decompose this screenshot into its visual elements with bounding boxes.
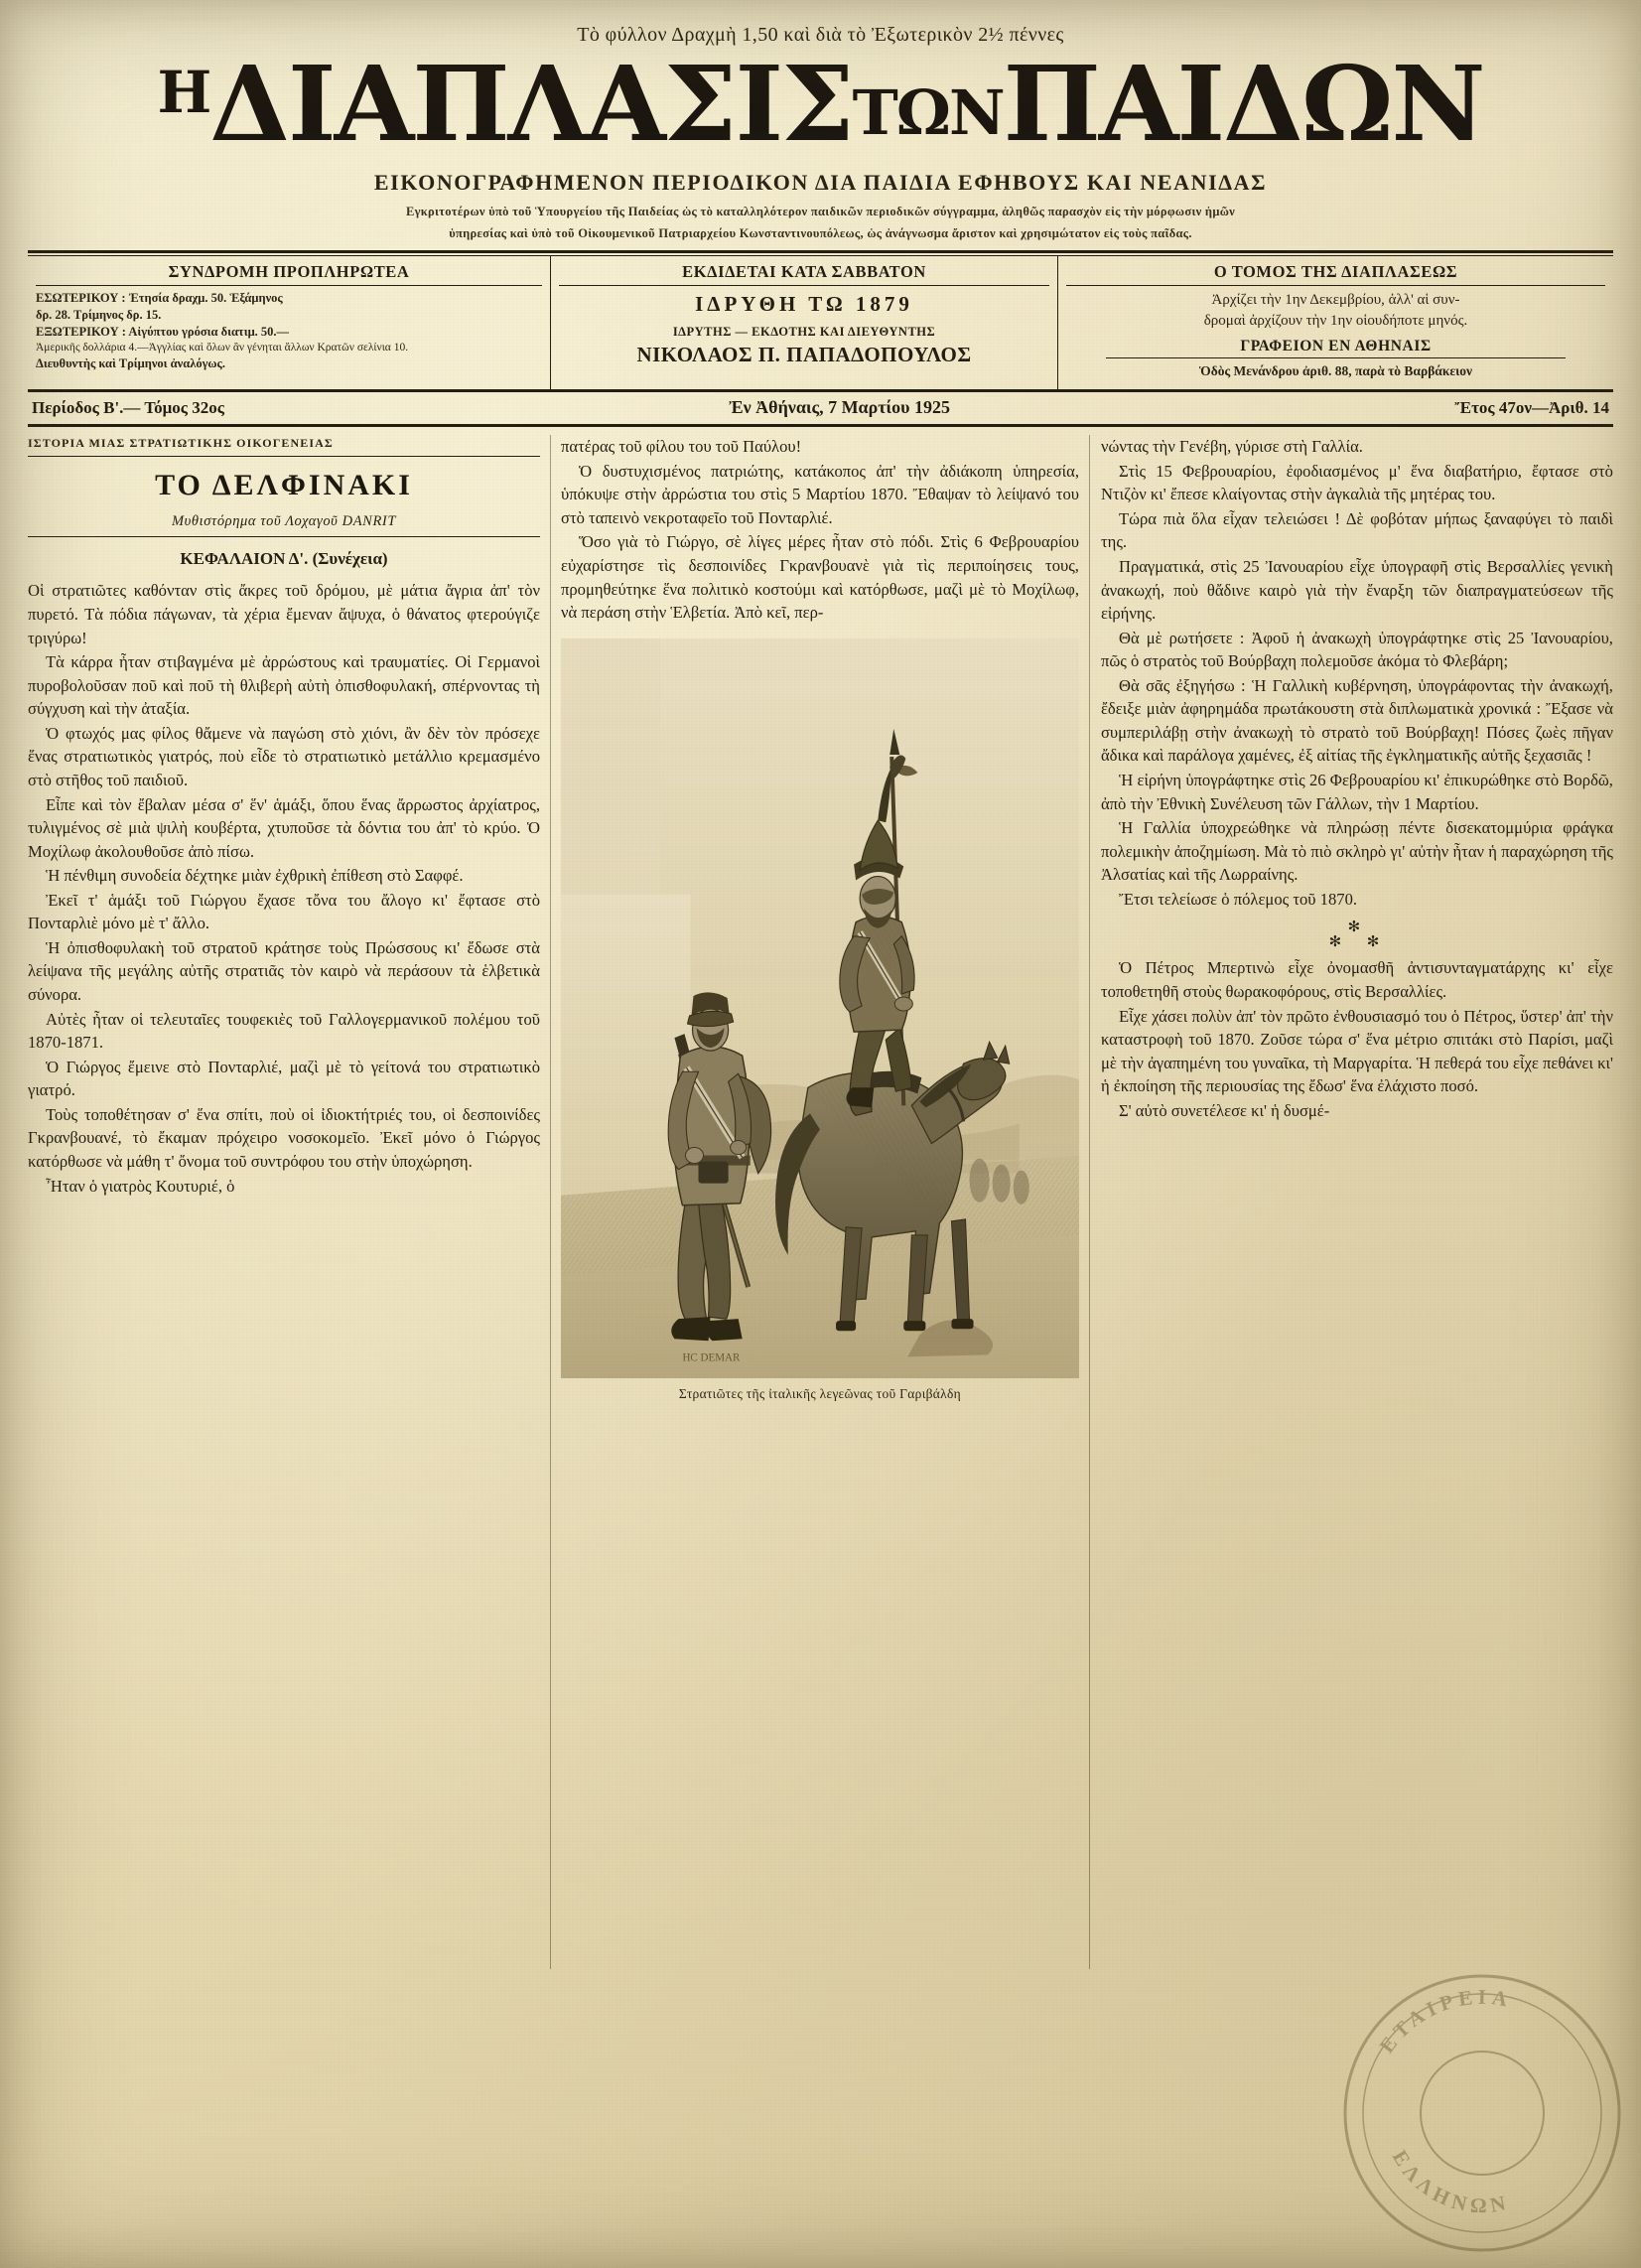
paragraph: Θὰ μὲ ρωτήσετε : Ἀφοῦ ἡ ἀνακωχὴ ὑπογράφτηκε στὶς 25 Ἰανουαρίου, πῶς ὁ στρατὸς τοῦ Βούρβαχη πολεμοῦσε ἀκόμα τὸ Φλεβάρη; (1100, 628, 1613, 671)
publication-editor: ΝΙΚΟΛΑΟΣ Π. ΠΑΠΑΔΟΠΟΥΛΟΣ (636, 343, 972, 367)
paragraph: Ὅσο γιὰ τὸ Γιώργο, σὲ λίγες μέρες ἦταν στὸ πόδι. Στὶς 6 Φεβρουαρίου εὐχαρίστησε τὶς δεσποινίδες Γκρανβουανὲ γιὰ τὶς περιποίησεις τους, προμηθεύτηκε ἕνα πολιτικὸ κοστούμι καὶ κατόρθωσε, μαζὶ μὲ τὸ Μοχίλωφ, νὰ περάση στὴν Ἑλβετία. Ἀπὸ κεῖ, περ- (561, 532, 1079, 623)
publication-schedule: ΕΚΔΙΔΕΤΑΙ ΚΑΤΑ ΣΑΒΒΑΤΟΝ (559, 262, 1049, 286)
paragraph: Ὁ Γιώργος ἔμεινε στὸ Πονταρλιέ, μαζὶ μὲ τὸ γείτονά του στρατιωτικὸ γιατρό. (28, 1057, 540, 1100)
price-line: Τὸ φύλλον Δραχμὴ 1,50 καὶ διὰ τὸ Ἐξωτερικὸν 2½ πέννες (577, 24, 1064, 46)
illustration-figure (561, 638, 1079, 1403)
story-subtitle: Μυθιστόρημα τοῦ Λοχαγοῦ DANRIT (28, 511, 540, 538)
office-title: ΓΡΑΦΕΙΟΝ ΕΝ ΑΘΗΝΑΙΣ (1106, 338, 1566, 358)
paragraph: πατέρας τοῦ φίλου του τοῦ Παύλου! (561, 437, 802, 457)
publication-box (551, 256, 1058, 389)
publication-founded: ΙΔΡΥΘΗ ΤΩ 1879 (695, 292, 913, 317)
subscription-line-2: δρ. 28. Τρίμηνος δρ. 15. (36, 308, 162, 323)
issue-period: Περίοδος Β'.— Τόμος 32ος (32, 397, 224, 417)
paragraph: Ἡ πένθιμη συνοδεία δέχτηκε μιὰν ἐχθρικὴ ἐπίθεση στὸ Σαφφέ. (46, 866, 464, 886)
stamp-text-top: ΕΤΑΙΡΕΙΑ (1374, 1984, 1515, 2057)
issue-date: Ἐν Ἀθήναις, 7 Μαρτίου 1925 (729, 397, 950, 418)
paragraph: Ἔτσι τελείωσε ὁ πόλεμος τοῦ 1870. (1118, 889, 1358, 909)
illustration-engraving (561, 638, 1079, 1378)
publication-roles: ΙΔΡΥΤΗΣ — ΕΚΔΟΤΗΣ ΚΑΙ ΔΙΕΥΘΥΝΤΗΣ (672, 325, 936, 340)
subscription-title: ΣΥΝΔΡΟΜΗ ΠΡΟΠΛΗΡΩΤΕΑ (36, 262, 542, 286)
masthead-subtitle: ΕΙΚΟΝΟΓΡΑΦΗΜΕΝΟΝ ΠΕΡΙΟΔΙΚΟΝ ΔΙΑ ΠΑΙΔΙΑ ΕΦΗΒΟΥΣ ΚΑΙ ΝΕΑΝΙΔΑΣ (373, 170, 1268, 195)
paragraph: Ἡ ὀπισθοφυλακὴ τοῦ στρατοῦ κράτησε τοὺς Πρώσσους κι' ἔδωσε στὰ λείψανα τῆς μεγάλης αὐτῆς στρατιᾶς τὸν καιρὸ νὰ περάσουν τὰ ἑλβετικὰ σύνορα. (28, 937, 540, 1005)
paragraph: Ἐκεῖ τ' ἁμάξι τοῦ Γιώργου ἔχασε τὄνα του ἄλογο κι' ἔφτασε στὸ Πονταρλιὲ μόνο μὲ τ' ἄλλο. (28, 890, 540, 933)
subscription-line-4: Ἀμερικῆς δολλάρια 4.—Ἀγγλίας καὶ ὅλων ἂν γένηται ἄλλων Κρατῶν σελίνια 10. (36, 341, 409, 354)
section-separator: ✻ ✻ ✻ (1328, 920, 1386, 951)
masthead-title (28, 43, 1613, 165)
masthead-word-2: ΤΩΝ (852, 76, 1004, 149)
paragraph: Οἱ στρατιῶτες καθόνταν στὶς ἄκρες τοῦ δρόμου, μὲ μάτια ἄγρια ἀπ' τὸν πυρετό. Τὰ πόδια πάγωναν, τὰ χέρια ἔμεναν ἄψυχα, ὁ θάνατος φτερούγιζε τριγύρω! (28, 581, 540, 647)
column-right (1090, 435, 1613, 1969)
illustration-frame (561, 638, 1079, 1378)
paragraph: Τώρα πιὰ ὅλα εἶχαν τελειώσει ! Δὲ φοβόταν μήπως ξαναφύγει τὸ παιδὶ της. (1100, 508, 1613, 552)
volume-box (1058, 256, 1613, 389)
paragraph: Ἡ εἰρήνη ὑπογράφτηκε στὶς 26 Φεβρουαρίου κι' ἐπικυρώθηκε στὸ Βορδῶ, ἀπὸ τὴν Ἐθνικὴ Συνέλευση τῶν Γάλλων, τὴν 1 Μαρτίου. (1100, 771, 1613, 813)
svg-text:HC DEMAR: HC DEMAR (682, 1350, 741, 1363)
illustration-caption: Στρατιῶτες τῆς ἰταλικῆς λεγεῶνας τοῦ Γαριβάλδη (678, 1385, 962, 1401)
paragraph: Ὁ δυστυχισμένος πατριώτης, κατάκοπος ἀπ' τὴν ἀδιάκοπη ὑπηρεσία, ὑπόκυψε στὴν ἀρρώστια του στὶς 5 Μαρτίου 1870. Ἔθαψαν τὸ λείψανό του στὸ ταπεινὸ νεκροταφεῖο τοῦ Πονταρλιέ. (561, 461, 1079, 527)
paragraph: Τὰ κάρρα ἦταν στιβαγμένα μὲ ἀρρώστους καὶ τραυματίες. Οἱ Γερμανοὶ πυροβολοῦσαν ποῦ καὶ ποῦ τὴ θλιβερὴ αὐτὴ ὀπισθοφυλακή, σπέρνοντας τὴ σύγχυση καὶ τὴν ἀταξία. (28, 652, 540, 719)
volume-title: Ο ΤΟΜΟΣ ΤΗΣ ΔΙΑΠΛΑΣΕΩΣ (1066, 262, 1605, 286)
article-body (28, 435, 1613, 1969)
office-address: Ὁδὸς Μενάνδρου ἀριθ. 88, παρὰ τὸ Βαρβάκειον (1198, 363, 1473, 379)
subscription-box (28, 256, 551, 389)
subscription-line-3: ΕΞΩΤΕΡΙΚΟΥ : Αἰγύπτου γρόσια διατιμ. 50.— (36, 325, 290, 339)
paragraph: Σ' αὐτὸ συνετέλεσε κι' ἡ δυσμέ- (1118, 1100, 1330, 1120)
page-inner (28, 24, 1613, 2250)
story-title: ΤΟ ΔΕΛΦΙΝΑΚΙ (155, 469, 413, 502)
volume-quote-line-2: δρομαὶ ἀρχίζουν τὴν 1ην οἱουδήποτε μηνός. (1203, 313, 1468, 330)
paragraph: Στὶς 15 Φεβρουαρίου, ἐφοδιασμένος μ' ἕνα διαβατήριο, ἔφτασε στὸ Ντιζὸν κι' ἔπεσε κλαίγοντας στὴν ἀγκαλιὰ τῆς μητέρας του. (1100, 461, 1613, 504)
info-bar (28, 256, 1613, 392)
subscription-line-1: ΕΣΩΤΕΡΙΚΟΥ : Ἐτησία δραχμ. 50. Ἑξάμηνος (36, 291, 283, 306)
subscription-line-5: Διευθυντὴς καὶ Τρίμηνοι ἀναλόγως. (36, 356, 225, 371)
paragraph: Αὐτὲς ἦταν οἱ τελευταῖες τουφεκιὲς τοῦ Γαλλογερμανικοῦ πολέμου τοῦ 1870-1871. (28, 1009, 540, 1053)
volume-quote-line-1: Ἀρχίζει τὴν 1ην Δεκεμβρίου, ἀλλ' αἱ συν- (1211, 292, 1460, 309)
masthead-word-3: ΠΑΙΔΩΝ (1003, 43, 1484, 165)
paragraph: Ὁ Πέτρος Μπερτινὼ εἶχε ὀνομασθῆ ἀντισυνταγματάρχης κι' εἶχε τοποθετηθῆ στοὺς θωρακοφόρους, στὶς Βερσαλλίες. (1100, 958, 1613, 1001)
paragraph: Εἶπε καὶ τὸν ἔβαλαν μέσα σ' ἕν' ἁμάξι, ὅπου ἕνας ἄρρωστος ἀρχίατρος, τυλιγμένος σὲ μιὰ ψιλὴ κουβέρτα, χτυποῦσε τὰ δόντια του ἀπ' τὸ κρύο. Ὁ Μοχίλωφ ἀκολουθοῦσε ἀπὸ πίσω. (28, 794, 540, 861)
stamp-text-bottom: ΕΛΛΗΝΩΝ (1387, 2146, 1513, 2218)
masthead-blurb-line-2: ὑπηρεσίας καὶ ὑπὸ τοῦ Οἰκουμενικοῦ Πατριαρχείου Κωνσταντινουπόλεως, ὡς ἀνάγνωσμα ἄριστον καὶ χρησιμώτατον εἰς τοὺς παῖδας. (449, 226, 1192, 241)
paragraph: Ἡ Γαλλία ὑποχρεώθηκε νὰ πληρώσῃ πέντε δισεκατομμύρια φράγκα πολεμικὴν ἀποζημίωση. Μὰ τὸ πιὸ σκληρὸ γι' αὐτὴν ἦταν ἡ παραχώρηση τῆς Ἀλσατίας καὶ τῆς Λωρραίνης. (1100, 818, 1613, 885)
story-chapter: ΚΕΦΑΛΑΙΟΝ Δ'. (Συνέχεια) (180, 549, 388, 569)
paragraph: Ὁ φτωχός μας φίλος θἄμενε νὰ παγώση στὸ χιόνι, ἂν δὲν τὸν πρόσεχε ἕνας στρατιωτικὸς γιατρός, ποὺ εἶδε τὸ στρατιωτικὸ μετάλλιο κρεμασμένο στὸ στῆθος τοῦ παιδιοῦ. (28, 723, 540, 789)
paragraph: Θὰ σᾶς ἐξηγήσω : Ἡ Γαλλικὴ κυβέρνηση, ὑπογράφοντας τὴν ἀνακωχή, ἔδειξε μιὰν ἀφηρημάδα πρωτάκουστη στὰ διπλωματικὰ χρονικά : Ἔξασε νὰ συμπεριλάβῃ στὴν ἀνακωχὴ τὸ στρατὸ τοῦ Βούρβαχη! Πόσες ζωὲς πῆγαν ἄδικα καὶ παράλογα χαμένες, ἐξ αἰτίας τῆς ἐγκληματικῆς αὐτῆς ξεχασιᾶς ! (1100, 675, 1613, 766)
paragraph: Τοὺς τοποθέτησαν σ' ἕνα σπίτι, ποὺ οἱ ἰδιοκτήτριές του, οἱ δεσποινίδες Γκρανβουανέ, τὸ ἔκαμαν πρόχειρο νοσοκομεῖο. Ἐκεῖ μόνο ὁ Γιώργος κατόρθωσε νὰ μάθη τ' ὄνομα τοῦ συντρόφου του στὴν ὑποχώρηση. (28, 1104, 540, 1171)
issue-number: Ἔτος 47ον—Ἀριθ. 14 (1454, 397, 1609, 417)
story-kicker: ΙΣΤΟΡΙΑ ΜΙΑΣ ΣΤΡΑΤΙΩΤΙΚΗΣ ΟΙΚΟΓΕΝΕΙΑΣ (28, 435, 540, 457)
column-left (28, 435, 551, 1969)
column-middle (551, 435, 1090, 1969)
paragraph: Πραγματικά, στὶς 25 Ἰανουαρίου εἶχε ὑπογραφῆ στὶς Βερσαλλίες γενικὴ ἀνακωχή, ποὺ θἄδινε καιρὸ γιὰ τὴν ἔναρξη τῶν διαπραγματεύσεων τῆς εἰρήνης. (1100, 556, 1613, 624)
issue-line (28, 392, 1613, 427)
masthead-blurb-line-1: Εγκριτοτέρων ὑπὸ τοῦ Ὑπουργείου τῆς Παιδείας ὡς τὸ καταλληλότερον παιδικῶν περιοδικῶν σύγγραμμα, ἀληθῶς παρασχὸν εἰς τὴν μόρφωσιν ἡμῶν (405, 205, 1236, 218)
paragraph: Ἦταν ὁ γιατρὸς Κουτυριέ, ὁ (46, 1176, 235, 1196)
masthead-word-1: ΔΙΑΠΛΑΣΙΣ (209, 43, 853, 165)
paragraph: νώντας τὴν Γενέβη, γύρισε στὴ Γαλλία. (1100, 437, 1363, 457)
masthead-article: Η (157, 59, 210, 126)
paragraph: Εἶχε χάσει πολὺν ἀπ' τὸν πρῶτο ἐνθουσιασμό του ὁ Πέτρος, ὕστερ' ἀπ' τὴν καταστροφὴ τοῦ 1870. Ζοῦσε τώρα σ' ἕνα μέτριο σπιτάκι στὸ Παρίσι, μαζὶ μὲ τὴν ἀγαπημένη του γυναῖκα, τὴ Μαργαρίτα. Ἡ πεθερά του εἶχε πεθάνει κι' ἡ ἐκποίηση τῆς περιουσίας της ἔδωσ' ἕνα ἐλάχιστο ποσό. (1100, 1006, 1613, 1096)
